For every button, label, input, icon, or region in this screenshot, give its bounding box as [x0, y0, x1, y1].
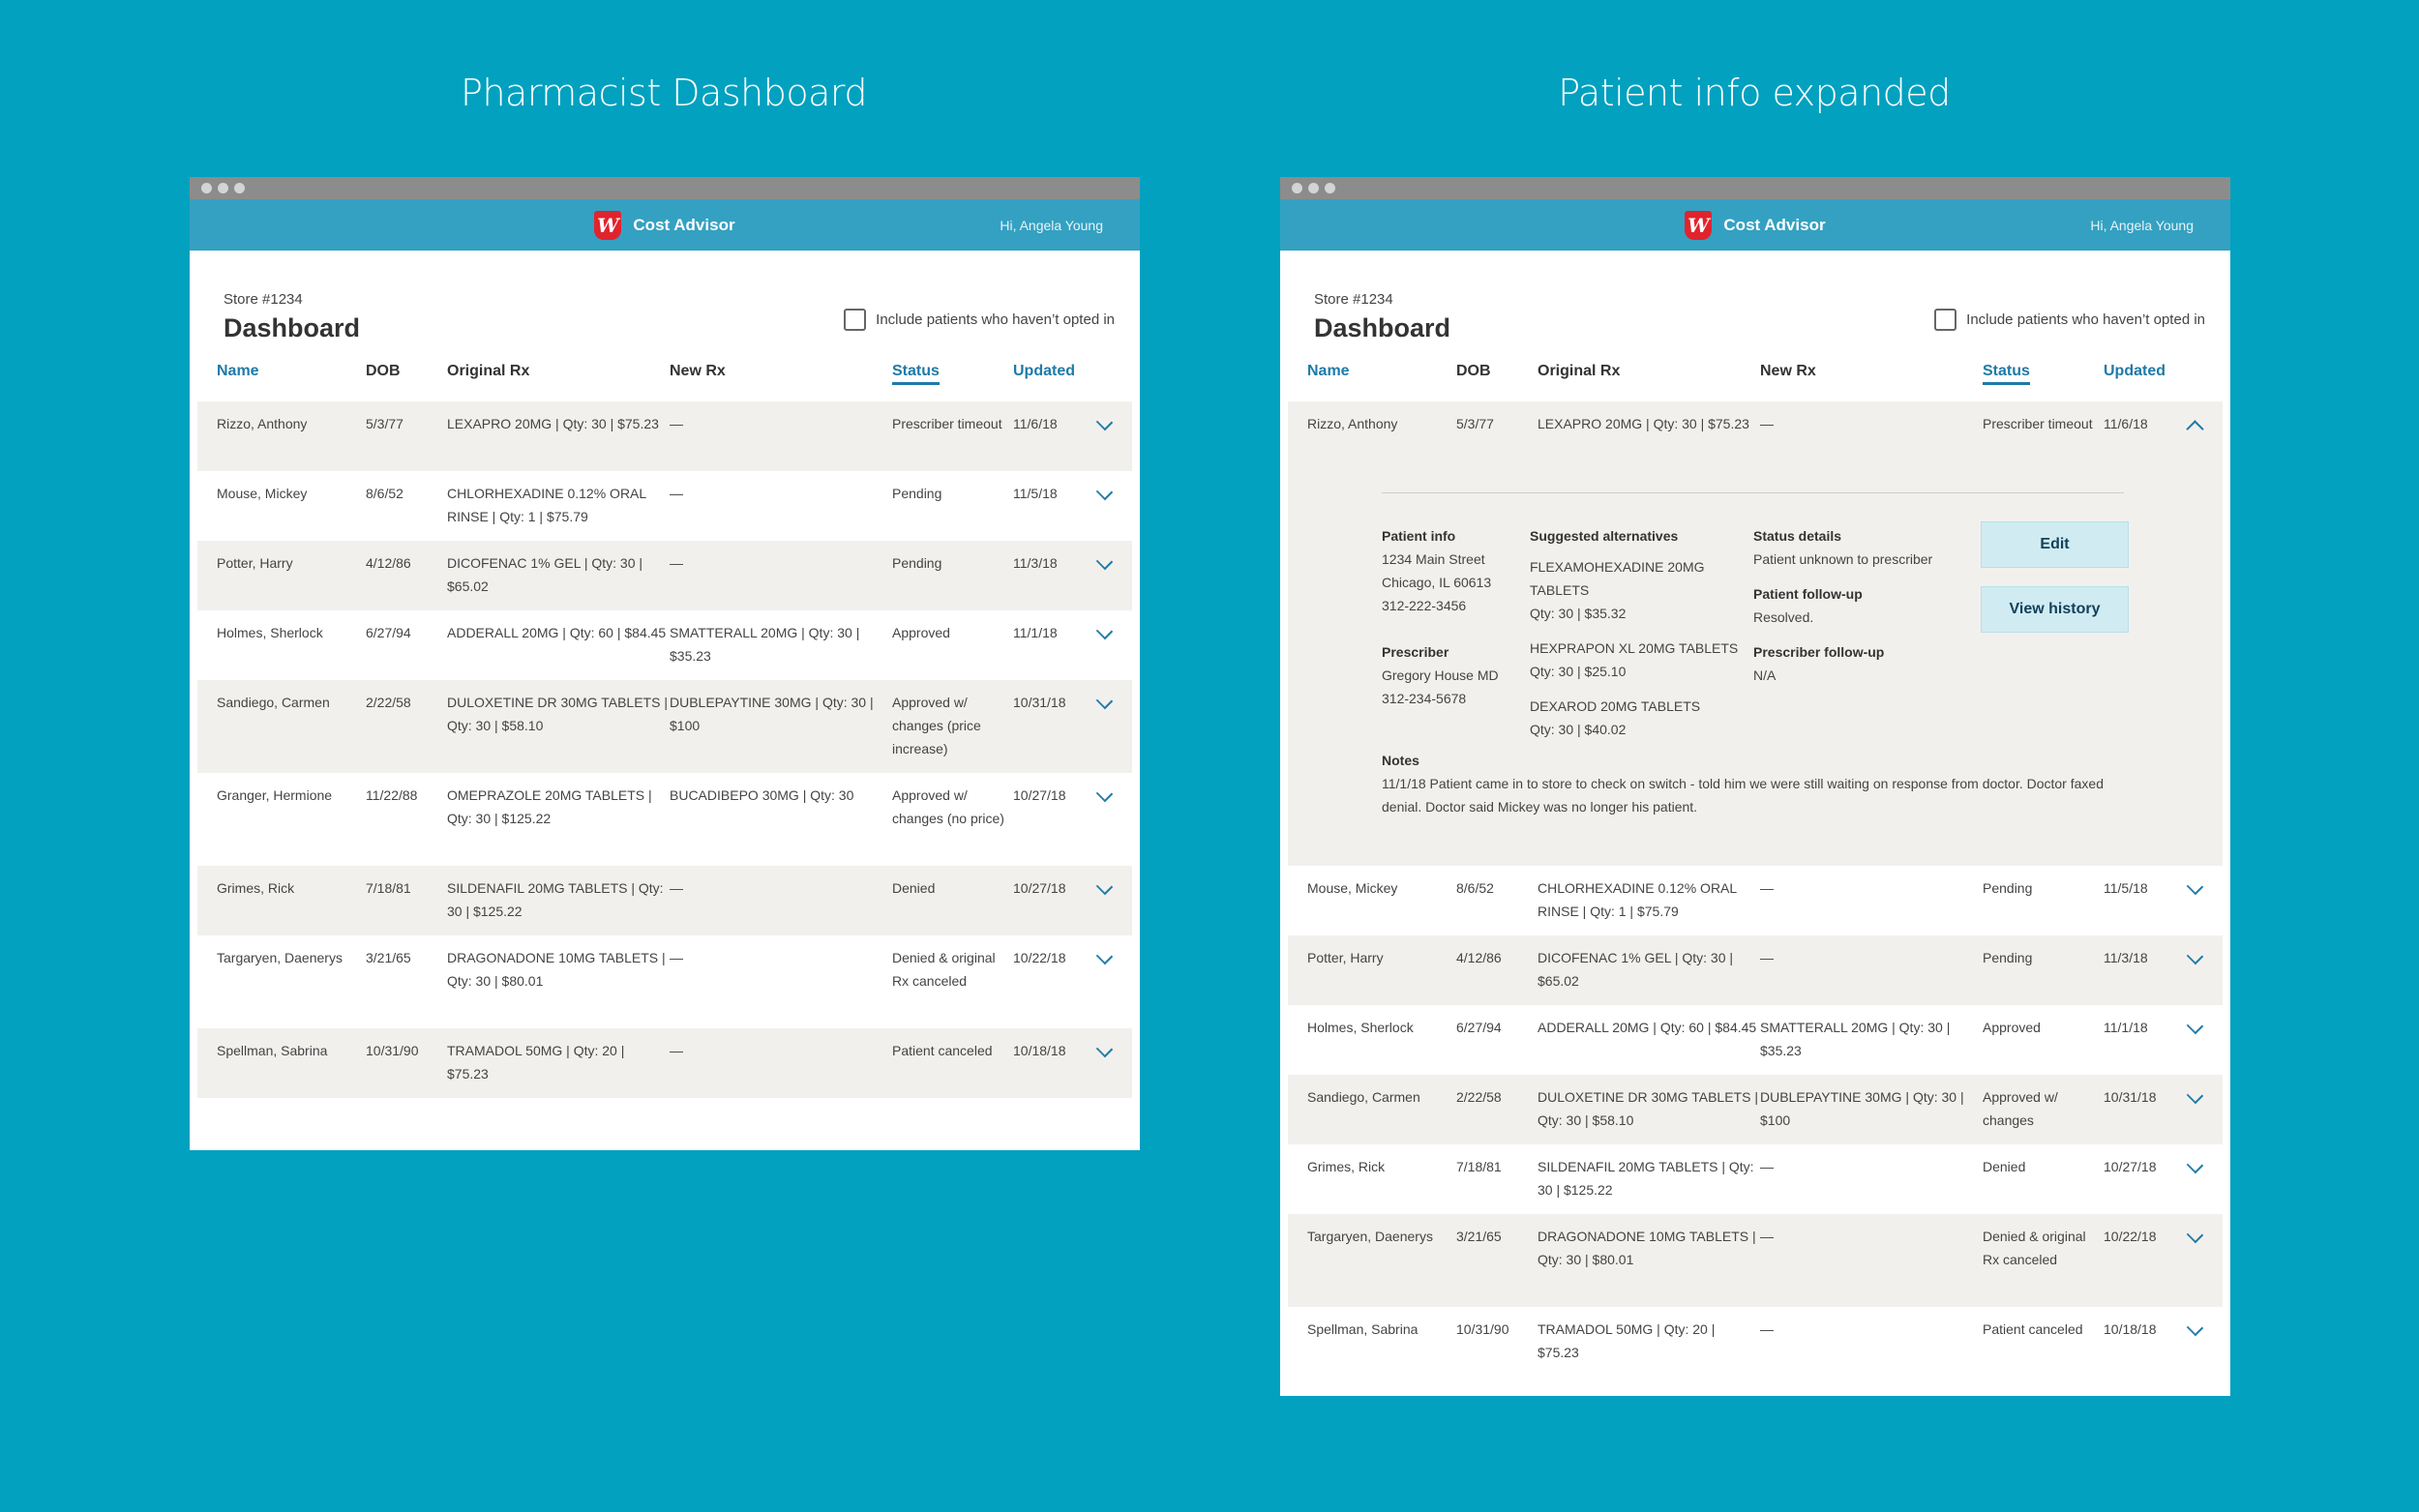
rx-status: Prescriber timeout [1983, 416, 2093, 431]
patient-name: Targaryen, Daenerys [1307, 1229, 1433, 1244]
rx-status: Approved [1983, 1020, 2041, 1035]
caption-right: Patient info expanded [1558, 72, 1951, 114]
rx-status: Denied & original Rx canceled [1983, 1229, 2086, 1267]
status-details-text: Patient unknown to prescriber [1753, 551, 1933, 567]
original-rx: CHLORHEXADINE 0.12% ORAL RINSE | Qty: 1 | $75.79 [1538, 880, 1737, 919]
new-rx: SMATTERALL 20MG | Qty: 30 | $35.23 [1760, 1020, 1951, 1058]
patient-address-line2: Chicago, IL 60613 [1382, 575, 1492, 590]
updated-date: 11/3/18 [1013, 555, 1058, 571]
original-rx: TRAMADOL 50MG | Qty: 20 | $75.23 [1538, 1321, 1716, 1360]
chevron-down-icon[interactable] [1096, 878, 1113, 895]
column-header-original-rx: Original Rx [1538, 363, 1621, 379]
page-title: Dashboard [224, 313, 361, 342]
patient-dob: 11/22/88 [366, 787, 418, 803]
patient-dob: 3/21/65 [1456, 1229, 1502, 1244]
new-rx: — [670, 950, 683, 965]
original-rx: SILDENAFIL 20MG TABLETS | Qty: 30 | $125.22 [1538, 1159, 1754, 1198]
rx-status: Approved w/ changes [1983, 1089, 2058, 1128]
app-name: Cost Advisor [633, 215, 735, 234]
view-history-button[interactable]: View history [1981, 586, 2129, 633]
patient-dob: 4/12/86 [366, 555, 411, 571]
patient-name: Targaryen, Daenerys [217, 950, 343, 965]
app-header [1280, 199, 2230, 251]
window-chrome [190, 177, 1140, 199]
rx-status: Patient canceled [892, 1043, 993, 1058]
column-header-updated[interactable]: Updated [1013, 363, 1075, 379]
updated-date: 10/31/18 [1013, 695, 1066, 710]
original-rx: DULOXETINE DR 30MG TABLETS | Qty: 30 | $58.10 [447, 695, 668, 733]
original-rx: DICOFENAC 1% GEL | Qty: 30 | $65.02 [1538, 950, 1734, 989]
app-name: Cost Advisor [1723, 215, 1826, 234]
chevron-down-icon[interactable] [2187, 1227, 2203, 1243]
brand[interactable] [594, 211, 734, 240]
table-header [1288, 343, 2223, 401]
column-header-new-rx: New Rx [1760, 363, 1816, 379]
rx-status: Pending [1983, 880, 2033, 896]
patient-dob: 6/27/94 [1456, 1020, 1502, 1035]
status-details-heading: Status details [1753, 528, 1842, 544]
patient-name: Spellman, Sabrina [1307, 1321, 1419, 1337]
patient-dob: 7/18/81 [1456, 1159, 1502, 1174]
updated-date: 11/1/18 [1013, 625, 1058, 640]
patient-dob: 5/3/77 [366, 416, 403, 431]
chevron-down-icon[interactable] [1096, 414, 1113, 430]
patient-dob: 10/31/90 [366, 1043, 419, 1058]
rx-status: Approved w/ changes (no price) [892, 787, 1004, 826]
rx-status: Approved [892, 625, 950, 640]
patient-dob: 2/22/58 [366, 695, 411, 710]
table-row[interactable] [1288, 1144, 2223, 1214]
prescriber-followup-text: N/A [1753, 667, 1777, 683]
patient-followup-heading: Patient follow-up [1753, 586, 1863, 602]
patient-name: Grimes, Rick [217, 880, 295, 896]
new-rx: — [1760, 1159, 1774, 1174]
patient-dob: 5/3/77 [1456, 416, 1494, 431]
alternative-item: HEXPRAPON XL 20MG TABLETS Qty: 30 | $25.10 [1530, 640, 1739, 679]
updated-date: 10/18/18 [2104, 1321, 2157, 1337]
updated-date: 11/5/18 [2104, 880, 2148, 896]
patient-dob: 6/27/94 [366, 625, 411, 640]
alternatives-heading: Suggested alternatives [1530, 528, 1679, 544]
original-rx: DRAGONADONE 10MG TABLETS | Qty: 30 | $80.01 [1538, 1229, 1756, 1267]
updated-date: 11/5/18 [1013, 486, 1058, 501]
prescriber-followup-heading: Prescriber follow-up [1753, 644, 1885, 660]
caption-left: Pharmacist Dashboard [461, 72, 867, 114]
column-header-name[interactable]: Name [1307, 363, 1350, 379]
table-row[interactable] [1288, 935, 2223, 1005]
prescriber-phone: 312-234-5678 [1382, 691, 1467, 706]
patient-dob: 3/21/65 [366, 950, 411, 965]
new-rx: SMATTERALL 20MG | Qty: 30 | $35.23 [670, 625, 860, 664]
patient-name: Holmes, Sherlock [1307, 1020, 1414, 1035]
original-rx: SILDENAFIL 20MG TABLETS | Qty: 30 | $125.22 [447, 880, 664, 919]
walgreens-logo-icon: W [1685, 211, 1712, 240]
alternative-item: FLEXAMOHEXADINE 20MG TABLETS Qty: 30 | $35.32 [1530, 559, 1705, 621]
updated-date: 10/22/18 [1013, 950, 1066, 965]
new-rx: — [670, 416, 683, 431]
updated-date: 11/1/18 [2104, 1020, 2148, 1035]
window-close-dot[interactable] [1292, 183, 1302, 193]
original-rx: LEXAPRO 20MG | Qty: 30 | $75.23 [447, 416, 659, 431]
new-rx: — [1760, 1229, 1774, 1244]
patient-phone: 312-222-3456 [1382, 598, 1467, 613]
table-row[interactable] [1288, 1075, 2223, 1144]
new-rx: BUCADIBEPO 30MG | Qty: 30 [670, 787, 854, 803]
alternative-item: DEXAROD 20MG TABLETS Qty: 30 | $40.02 [1530, 698, 1701, 737]
table-row[interactable] [1288, 1307, 2223, 1377]
table-row[interactable] [1288, 866, 2223, 935]
optin-filter[interactable] [1934, 309, 2205, 331]
table-row[interactable] [197, 680, 1132, 773]
table-row[interactable] [1288, 1214, 2223, 1307]
original-rx: DULOXETINE DR 30MG TABLETS | Qty: 30 | $58.10 [1538, 1089, 1758, 1128]
patient-dob: 8/6/52 [1456, 880, 1494, 896]
original-rx: ADDERALL 20MG | Qty: 60 | $84.45 [1538, 1020, 1757, 1035]
patient-name: Granger, Hermione [217, 787, 333, 803]
table-header [197, 343, 1132, 401]
new-rx: — [670, 1043, 683, 1058]
brand[interactable] [1685, 211, 1825, 240]
suggested-alternatives-section [1530, 524, 1747, 741]
patient-name: Rizzo, Anthony [217, 416, 308, 431]
chevron-down-icon[interactable] [1096, 1041, 1113, 1057]
rx-status: Patient canceled [1983, 1321, 2083, 1337]
patient-name: Spellman, Sabrina [217, 1043, 328, 1058]
user-greeting[interactable]: Hi, Angela Young [1000, 217, 1103, 233]
column-header-dob: DOB [366, 363, 401, 379]
page-title: Dashboard [1314, 313, 1451, 342]
table-row[interactable] [197, 541, 1132, 610]
chevron-down-icon[interactable] [1096, 693, 1113, 709]
patient-name: Mouse, Mickey [1307, 880, 1398, 896]
column-header-dob: DOB [1456, 363, 1491, 379]
status-details-section [1753, 524, 1971, 687]
chevron-down-icon[interactable] [1096, 623, 1113, 639]
optin-label: Include patients who haven’t opted in [1966, 311, 2205, 328]
chevron-up-icon[interactable] [2186, 420, 2203, 437]
chevron-down-icon[interactable] [1096, 484, 1113, 500]
patient-name: Grimes, Rick [1307, 1159, 1386, 1174]
chevron-down-icon[interactable] [2187, 1087, 2203, 1104]
patient-name: Mouse, Mickey [217, 486, 308, 501]
new-rx: — [670, 555, 683, 571]
window-minimize-dot[interactable] [1308, 183, 1319, 193]
updated-date: 10/18/18 [1013, 1043, 1066, 1058]
updated-date: 11/6/18 [1013, 416, 1058, 431]
table-row[interactable] [197, 401, 1132, 471]
table-row-expanded[interactable] [1288, 401, 2223, 866]
store-number: Store #1234 [224, 291, 303, 308]
new-rx: DUBLEPAYTINE 30MG | Qty: 30 | $100 [670, 695, 874, 733]
table-row[interactable] [197, 866, 1132, 935]
table-row[interactable] [197, 935, 1132, 1028]
window-close-dot[interactable] [201, 183, 212, 193]
chevron-down-icon[interactable] [2187, 948, 2203, 964]
rx-status: Pending [892, 486, 942, 501]
patient-info-section [1382, 524, 1527, 710]
details-divider [1382, 492, 2124, 493]
new-rx: — [670, 880, 683, 896]
original-rx: ADDERALL 20MG | Qty: 60 | $84.45 [447, 625, 667, 640]
patient-followup-text: Resolved. [1753, 609, 1814, 625]
table-body [197, 401, 1132, 1098]
walgreens-logo-icon: W [594, 211, 621, 240]
optin-label: Include patients who haven’t opted in [876, 311, 1115, 328]
rx-status: Denied & original Rx canceled [892, 950, 996, 989]
chevron-down-icon[interactable] [1096, 786, 1113, 802]
table-row[interactable] [197, 610, 1132, 680]
updated-date: 10/22/18 [2104, 1229, 2157, 1244]
notes-text: 11/1/18 Patient came in to store to check on switch - told him we were still waiting on response from doctor. Doctor faxed denial. Doctor said Mickey was no longer his patient. [1382, 776, 2104, 815]
optin-checkbox[interactable] [844, 309, 866, 331]
rx-status: Pending [892, 555, 942, 571]
original-rx: LEXAPRO 20MG | Qty: 30 | $75.23 [1538, 416, 1749, 431]
rx-status: Pending [1983, 950, 2033, 965]
new-rx: — [1760, 880, 1774, 896]
chevron-down-icon[interactable] [1096, 948, 1113, 964]
user-greeting[interactable]: Hi, Angela Young [2090, 217, 2194, 233]
optin-filter[interactable] [844, 309, 1115, 331]
store-number: Store #1234 [1314, 291, 1393, 308]
prescriber-name: Gregory House MD [1382, 667, 1499, 683]
updated-date: 10/27/18 [2104, 1159, 2157, 1174]
table-row[interactable] [197, 1028, 1132, 1098]
window-zoom-dot[interactable] [1325, 183, 1335, 193]
original-rx: DRAGONADONE 10MG TABLETS | Qty: 30 | $80.01 [447, 950, 666, 989]
table-body [1288, 401, 2223, 1377]
patient-name: Sandiego, Carmen [217, 695, 330, 710]
updated-date: 10/31/18 [2104, 1089, 2157, 1105]
table-row[interactable] [197, 471, 1132, 541]
new-rx: — [1760, 950, 1774, 965]
column-header-original-rx: Original Rx [447, 363, 530, 379]
rx-status: Prescriber timeout [892, 416, 1002, 431]
dashboard-window [190, 177, 1140, 1150]
updated-date: 11/6/18 [2104, 416, 2148, 431]
updated-date: 11/3/18 [2104, 950, 2148, 965]
window-zoom-dot[interactable] [234, 183, 245, 193]
patient-dob: 8/6/52 [366, 486, 403, 501]
patient-name: Holmes, Sherlock [217, 625, 323, 640]
new-rx: — [1760, 1321, 1774, 1337]
column-header-status[interactable]: Status [1983, 363, 2030, 385]
optin-checkbox[interactable] [1934, 309, 1956, 331]
patient-name: Potter, Harry [217, 555, 293, 571]
expanded-dashboard-window [1280, 177, 2230, 1396]
new-rx: — [1760, 416, 1774, 431]
patient-dob: 2/22/58 [1456, 1089, 1502, 1105]
table-row[interactable] [197, 773, 1132, 866]
chevron-down-icon[interactable] [2187, 1018, 2203, 1034]
chevron-down-icon[interactable] [1096, 553, 1113, 570]
original-rx: TRAMADOL 50MG | Qty: 20 | $75.23 [447, 1043, 625, 1082]
patient-name: Rizzo, Anthony [1307, 416, 1398, 431]
patient-dob: 7/18/81 [366, 880, 411, 896]
chevron-down-icon[interactable] [2187, 1319, 2203, 1336]
app-header [190, 199, 1140, 251]
patient-dob: 4/12/86 [1456, 950, 1502, 965]
patient-name: Potter, Harry [1307, 950, 1384, 965]
original-rx: CHLORHEXADINE 0.12% ORAL RINSE | Qty: 1 | $75.79 [447, 486, 646, 524]
rx-status: Denied [1983, 1159, 2026, 1174]
column-header-status[interactable]: Status [892, 363, 940, 385]
table-row[interactable] [1288, 1005, 2223, 1075]
patient-name: Sandiego, Carmen [1307, 1089, 1420, 1105]
new-rx: DUBLEPAYTINE 30MG | Qty: 30 | $100 [1760, 1089, 1964, 1128]
patient-dob: 10/31/90 [1456, 1321, 1509, 1337]
window-chrome [1280, 177, 2230, 199]
chevron-down-icon[interactable] [2187, 878, 2203, 895]
column-header-new-rx: New Rx [670, 363, 726, 379]
original-rx: DICOFENAC 1% GEL | Qty: 30 | $65.02 [447, 555, 643, 594]
new-rx: — [670, 486, 683, 501]
prescriber-heading: Prescriber [1382, 644, 1449, 660]
window-minimize-dot[interactable] [218, 183, 228, 193]
chevron-down-icon[interactable] [2187, 1157, 2203, 1173]
rx-status: Approved w/ changes (price increase) [892, 695, 981, 756]
patient-address-line1: 1234 Main Street [1382, 551, 1485, 567]
updated-date: 10/27/18 [1013, 787, 1066, 803]
column-header-updated[interactable]: Updated [2104, 363, 2165, 379]
patient-info-heading: Patient info [1382, 528, 1456, 544]
rx-status: Denied [892, 880, 936, 896]
column-header-name[interactable]: Name [217, 363, 259, 379]
edit-button[interactable]: Edit [1981, 521, 2129, 568]
notes-heading: Notes [1382, 753, 1419, 768]
notes-section [1382, 749, 2117, 818]
original-rx: OMEPRAZOLE 20MG TABLETS | Qty: 30 | $125.22 [447, 787, 652, 826]
updated-date: 10/27/18 [1013, 880, 1066, 896]
